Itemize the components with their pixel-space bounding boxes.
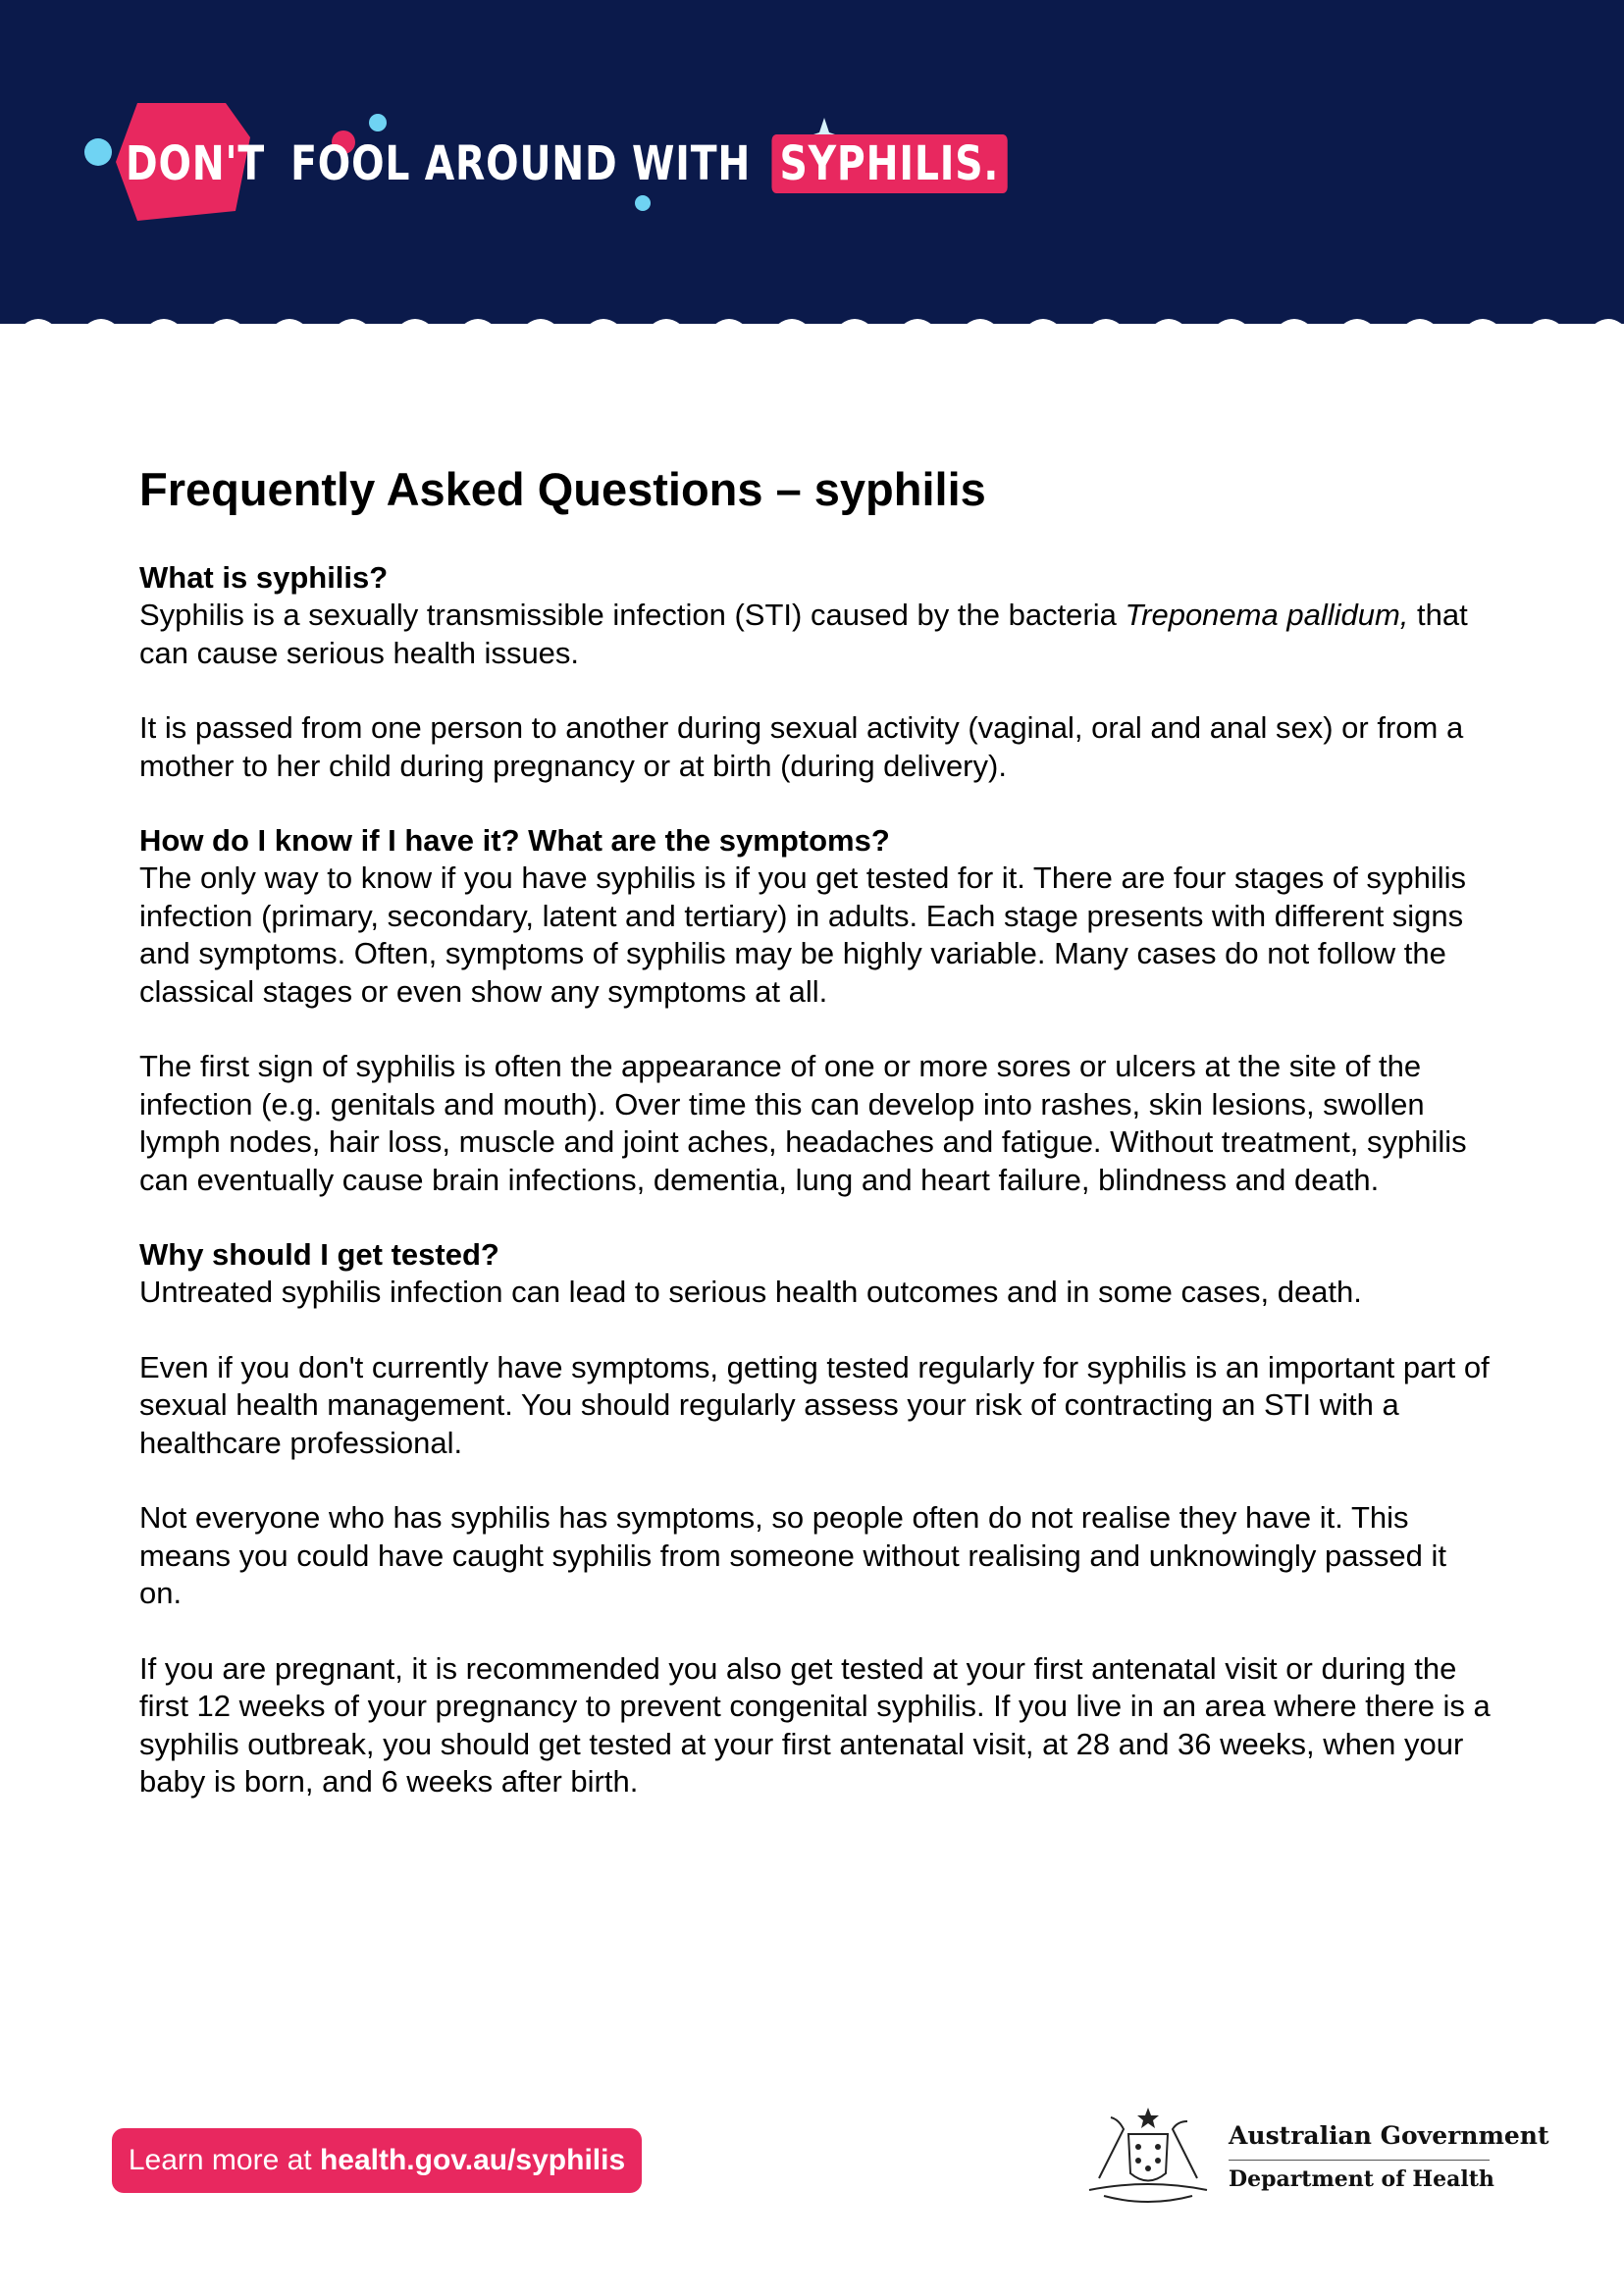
faq-question: How do I know if I have it? What are the symptoms? bbox=[139, 823, 890, 858]
answer-italic-term: Treponema pallidum, bbox=[1125, 598, 1409, 632]
header-banner bbox=[0, 0, 1624, 324]
faq-answer-paragraph: Untreated syphilis infection can lead to serious health outcomes and in some cases, death. bbox=[139, 1275, 1362, 1309]
logo-part-dont: DON'T bbox=[126, 136, 266, 191]
faq-answer-paragraph: The first sign of syphilis is often the appearance of one or more sores or ulcers at the site of the infection (e.g. genitals and mouth). Over time this can develop into rashes, skin lesions, swollen lymph nodes, hair loss, muscle and joint aches, headaches and fatigue. Without treatment, syphilis can eventually cause brain infections, dementia, lung and heart failure, blindness and death. bbox=[139, 1049, 1467, 1197]
logo-part-syphilis: SYPHILIS. bbox=[771, 134, 1007, 193]
learn-more-url: health.gov.au/syphilis bbox=[319, 2144, 626, 2176]
faq-answer-paragraph: Not everyone who has syphilis has symptoms, so people often do not realise they have it. This means you could have caught syphilis from someone without realising and unknowingly passed it on. bbox=[139, 1500, 1447, 1610]
logo-part-fool-around: FOOL AROUND WITH bbox=[290, 136, 752, 191]
faq-section-symptoms bbox=[139, 822, 1493, 1199]
faq-answer-paragraph: It is passed from one person to another during sexual activity (vaginal, oral and anal sex) or from a mother to her child during pregnancy or at birth (during delivery). bbox=[139, 710, 1464, 783]
faq-answer-paragraph: The only way to know if you have syphilis is if you get tested for it. There are four stages of syphilis infection (primary, secondary, latent and tertiary) in adults. Each stage presents with different signs and symptoms. Often, symptoms of syphilis may be highly variable. Many cases do not follow the classical stages or even show any symptoms at all. bbox=[139, 861, 1467, 1009]
learn-more-prefix: Learn more at bbox=[128, 2144, 320, 2176]
answer-text: Syphilis is a sexually transmissible infection (STI) caused by the bacteria bbox=[139, 598, 1126, 632]
department-name: Department of Health bbox=[1229, 2166, 1494, 2192]
divider bbox=[1229, 2160, 1490, 2161]
government-name: Australian Government bbox=[1229, 2121, 1549, 2150]
learn-more-link[interactable] bbox=[112, 2128, 642, 2193]
logo-wordmark bbox=[126, 134, 1007, 193]
faq-section-testing bbox=[139, 1236, 1493, 1801]
government-logo bbox=[1079, 2100, 1549, 2208]
campaign-logo bbox=[79, 93, 1000, 231]
faq-answer-paragraph: If you are pregnant, it is recommended you also get tested at your first antenatal visit or during the first 12 weeks of your pregnancy to prevent congenital syphilis. If you live in an area where there is a syphilis outbreak, you should get tested at your first antenatal visit, at 28 and 36 weeks, when your baby is born, and 6 weeks after birth. bbox=[139, 1650, 1491, 1799]
page-title: Frequently Asked Questions – syphilis bbox=[139, 463, 986, 515]
faq-section-what-is bbox=[139, 559, 1493, 785]
coat-of-arms-icon bbox=[1079, 2100, 1217, 2208]
faq-answer-paragraph bbox=[139, 597, 1493, 672]
faq-question: Why should I get tested? bbox=[139, 1237, 499, 1272]
main-content bbox=[139, 459, 1493, 1801]
faq-answer-paragraph: Even if you don't currently have symptoms, getting tested regularly for syphilis is an important part of sexual health management. You should regularly assess your risk of contracting an STI with a healthcare professional. bbox=[139, 1349, 1490, 1460]
answer-text: that can cause serious health issues. bbox=[139, 598, 1468, 670]
faq-question: What is syphilis? bbox=[139, 560, 389, 595]
